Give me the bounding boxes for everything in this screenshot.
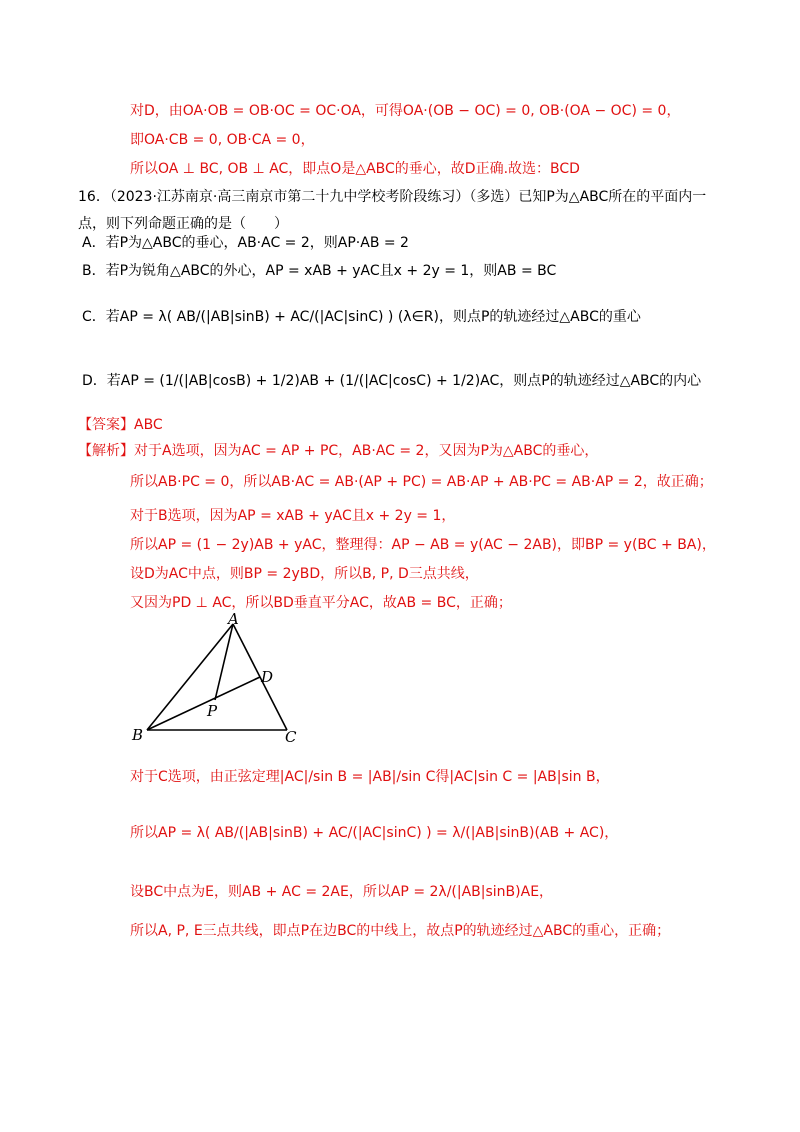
analysis-line-7: 对于C选项，由正弦定理|AC|/sin B = |AB|/sin C得|AC|sin C = |AB|sin B， bbox=[130, 769, 610, 785]
analysis-line-1 bbox=[78, 444, 598, 458]
prev-solution-line-2: 即OA·CB = 0, OB·CA = 0， bbox=[130, 132, 315, 148]
option-b: B．若P为锐角△ABC的外心，AP = xAB + yAC且x + 2y = 1，则AB = BC bbox=[82, 263, 557, 279]
prev-solution-line-1: 对D，由OA·OB = OB·OC = OC·OA，可得OA·(OB − OC) = 0, OB·(OA − OC) = 0， bbox=[130, 103, 681, 119]
question-number: 16． bbox=[78, 189, 110, 205]
analysis-line-4: 所以AP = (1 − 2y)AB + yAC，整理得：AP − AB = y(AC − 2AB)，即BP = y(BC + BA)， bbox=[130, 537, 716, 553]
analysis-line-9: 设BC中点为E，则AB + AC = 2AE，所以AP = 2λ/(|AB|sinB)AE， bbox=[130, 884, 554, 900]
label-b: B bbox=[132, 726, 144, 744]
question-stem-2: 点，则下列命题正确的是（ ） bbox=[78, 216, 288, 232]
analysis-line-8: 所以AP = λ( AB/(|AB|sinB) + AC/(|AC|sinC) ) = λ/(|AB|sinB)(AB + AC)， bbox=[130, 825, 619, 841]
question-stem-1: 已知P为△ABC所在的平面内一 bbox=[518, 189, 707, 205]
label-p: P bbox=[207, 702, 218, 720]
analysis-line-10: 所以A, P, E三点共线，即点P在边BC的中线上，故点P的轨迹经过△ABC的重心，正确； bbox=[130, 923, 671, 939]
option-a: A．若P为△ABC的垂心，AB·AC = 2，则AP·AB = 2 bbox=[82, 235, 409, 251]
analysis-text-1: 对于A选项，因为AC = AP + PC，AB·AC = 2，又因为P为△ABC的垂心， bbox=[134, 443, 599, 459]
label-a: A bbox=[228, 612, 239, 628]
answer-label: 【答案】 bbox=[78, 417, 134, 433]
analysis-line-6: 又因为PD ⊥ AC，所以BD垂直平分AC，故AB = BC，正确； bbox=[130, 595, 512, 611]
option-c: C．若AP = λ( AB/(|AB|sinB) + AC/(|AC|sinC) ) (λ∈R)，则点P的轨迹经过△ABC的重心 bbox=[82, 309, 641, 325]
question-source: （2023·江苏南京·高三南京市第二十九中学校考阶段练习） bbox=[109, 189, 470, 205]
question-header bbox=[78, 190, 706, 204]
analysis-line-2: 所以AB·PC = 0，所以AB·AC = AB·(AP + PC) = AB·AP + AB·PC = AB·AP = 2，故正确； bbox=[130, 474, 713, 490]
label-d: D bbox=[261, 668, 274, 686]
triangle-figure bbox=[125, 612, 325, 747]
prev-solution-line-3: 所以OA ⊥ BC, OB ⊥ AC，即点O是△ABC的垂心，故D正确.故选：BCD bbox=[130, 161, 580, 177]
analysis-label: 【解析】 bbox=[78, 443, 134, 459]
label-c: C bbox=[285, 728, 297, 746]
answer-value: ABC bbox=[134, 417, 163, 433]
question-type: （多选） bbox=[469, 189, 519, 205]
answer-line bbox=[78, 418, 163, 432]
option-d: D．若AP = (1/(|AB|cosB) + 1/2)AB + (1/(|AC|cosC) + 1/2)AC，则点P的轨迹经过△ABC的内心 bbox=[82, 373, 702, 389]
analysis-line-5: 设D为AC中点，则BP = 2yBD，所以B, P, D三点共线， bbox=[130, 566, 479, 582]
segment-bd bbox=[147, 677, 260, 730]
analysis-line-3: 对于B选项，因为AP = xAB + yAC且x + 2y = 1， bbox=[130, 508, 456, 524]
